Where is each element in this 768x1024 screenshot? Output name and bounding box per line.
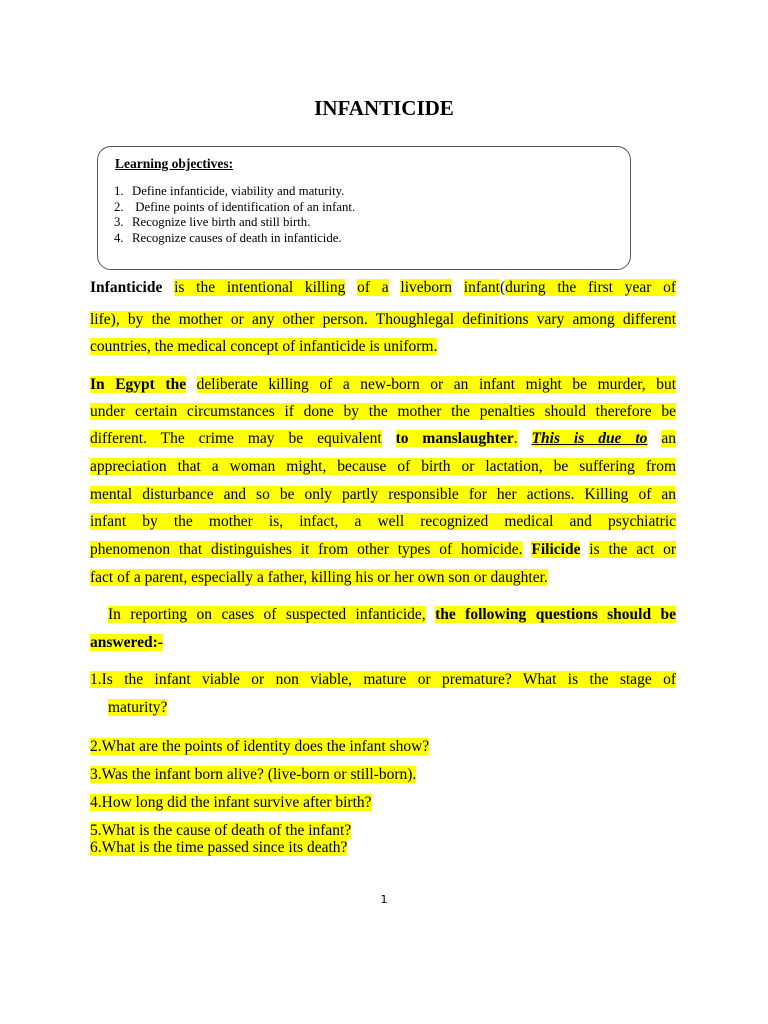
question-1-continued: maturity? (108, 699, 168, 716)
question-3: 3.Was the infant born alive? (live-born or still-born). (90, 766, 417, 783)
objective-item: 4. Recognize causes of death in infanticide. (114, 230, 342, 245)
question-6: 6.What is the time passed since its death? (90, 839, 348, 856)
objective-item: 3. Recognize live birth and still birth. (114, 215, 311, 229)
learning-objectives-box (97, 146, 631, 270)
paragraph-2-line-6: infant by the mother is, infact, a well recognized medical and psychiatric (90, 513, 676, 530)
question-2: 2.What are the points of identity does the infant show? (90, 738, 430, 755)
paragraph-2-line-3: different. The crime may be equivalent to manslaughter. This is due to an (90, 430, 677, 447)
paragraph-3-line-1: In reporting on cases of suspected infanticide, the following questions should be (108, 606, 676, 623)
page-number: 1 (380, 893, 388, 906)
question-5: 5.What is the cause of death of the infant? (90, 822, 352, 839)
paragraph-2-line-4: appreciation that a woman might, because of birth or lactation, be suffering from (90, 458, 676, 475)
paragraph-1-line-2: life), by the mother or any other person. Thoughlegal definitions vary among different (90, 311, 676, 328)
term-infanticide: Infanticide (90, 279, 163, 296)
paragraph-1-line-3: countries, the medical concept of infanticide is uniform. (90, 338, 438, 355)
question-4: 4.How long did the infant survive after birth? (90, 794, 372, 811)
objective-item: 1. Define infanticide, viability and maturity. (114, 184, 345, 198)
question-1: 1.Is the infant viable or non viable, mature or premature? What is the stage of (90, 671, 676, 688)
paragraph-2-line-2: under certain circumstances if done by the mother the penalties should therefore be (90, 403, 676, 420)
objectives-list (114, 184, 355, 246)
objectives-heading: Learning objectives: (115, 156, 234, 171)
paragraph-2-line-1: In Egypt the deliberate killing of a new-born or an infant might be murder, but (90, 376, 677, 393)
paragraph-2-line-5: mental disturbance and so be only partly responsible for her actions. Killing of an (90, 486, 676, 503)
paragraph-3-line-2: answered:- (90, 634, 163, 651)
paragraph-1-line-1: Infanticide is the intentional killing of a liveborn infant(during the first year of (90, 279, 677, 296)
paragraph-2-line-7: phenomenon that distinguishes it from other types of homicide. Filicide is the act or (90, 541, 676, 558)
page-title: INFANTICIDE (314, 96, 454, 120)
paragraph-2-line-8: fact of a parent, especially a father, killing his or her own son or daughter. (90, 569, 548, 586)
objective-item: 2. Define points of identification of an infant. (114, 199, 356, 214)
